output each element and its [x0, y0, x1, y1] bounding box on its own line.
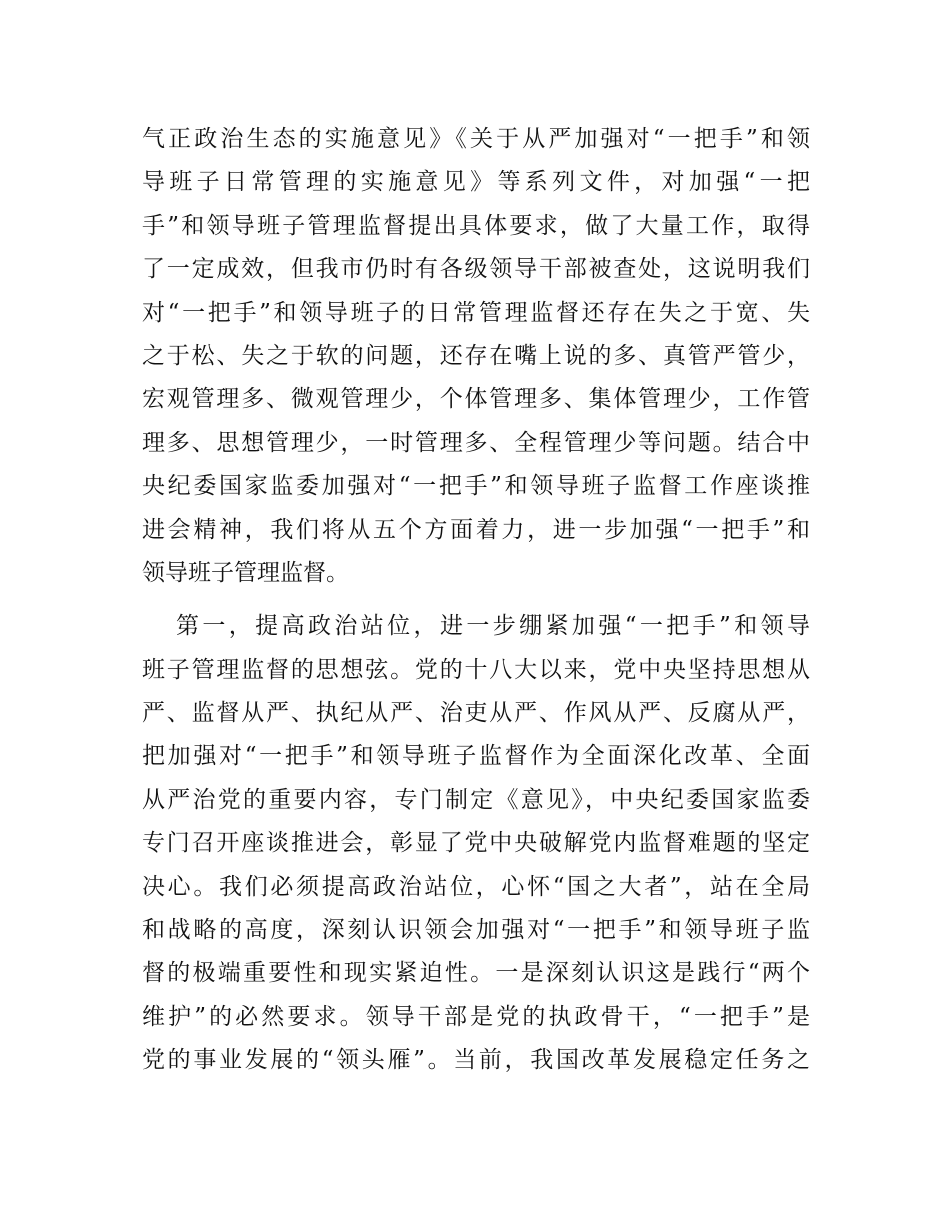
text-line: 把加强对“一把手”和领导班子监督作为全面深化改革、全面	[142, 743, 810, 770]
text-line: 从严治党的重要内容，专门制定《意见》，中央纪委国家监委	[142, 786, 810, 813]
text-line: 班子管理监督的思想弦。党的十八大以来，党中央坚持思想从	[142, 656, 810, 683]
text-line: 之于松、失之于软的问题，还存在嘴上说的多、真管严管少，	[142, 342, 810, 369]
text-line: 督的极端重要性和现实紧迫性。一是深刻认识这是践行“两个	[142, 960, 810, 987]
text-line: 宏观管理多、微观管理少，个体管理多、集体管理少，工作管	[142, 386, 810, 413]
text-line: 专门召开座谈推进会，彰显了党中央破解党内监督难题的坚定	[142, 830, 810, 857]
text-line: 央纪委国家监委加强对“一把手”和领导班子监督工作座谈推	[142, 473, 810, 500]
text-line: 党的事业发展的“领头雁”。当前，我国改革发展稳定任务之	[142, 1047, 810, 1074]
text-line: 对“一把手”和领导班子的日常管理监督还存在失之于宽、失	[142, 299, 810, 326]
paragraph-2	[142, 605, 810, 1082]
document-body	[142, 118, 810, 1083]
text-line: 第一，提高政治站位，进一步绷紧加强“一把手”和领导	[176, 613, 810, 640]
text-line: 领导班子管理监督。	[142, 559, 349, 586]
text-line: 严、监督从严、执纪从严、治吏从严、作风从严、反腐从严，	[142, 700, 810, 727]
paragraph-1	[142, 118, 810, 595]
text-line: 了一定成效，但我市仍时有各级领导干部被查处，这说明我们	[142, 256, 810, 283]
text-line: 决心。我们必须提高政治站位，心怀“国之大者”，站在全局	[142, 873, 810, 900]
text-line: 理多、思想管理少，一时管理多、全程管理少等问题。结合中	[142, 429, 810, 456]
text-line: 气正政治生态的实施意见》《关于从严加强对“一把手”和领	[142, 126, 810, 152]
paragraph-spacer	[142, 595, 810, 605]
text-line: 手”和领导班子管理监督提出具体要求，做了大量工作，取得	[142, 212, 810, 239]
text-line: 维护”的必然要求。领导干部是党的执政骨干，“一把手”是	[142, 1003, 810, 1030]
text-line: 导班子日常管理的实施意见》等系列文件，对加强“一把	[142, 169, 810, 196]
text-line: 和战略的高度，深刻认识领会加强对“一把手”和领导班子监	[142, 917, 810, 944]
text-line: 进会精神，我们将从五个方面着力，进一步加强“一把手”和	[142, 516, 810, 543]
